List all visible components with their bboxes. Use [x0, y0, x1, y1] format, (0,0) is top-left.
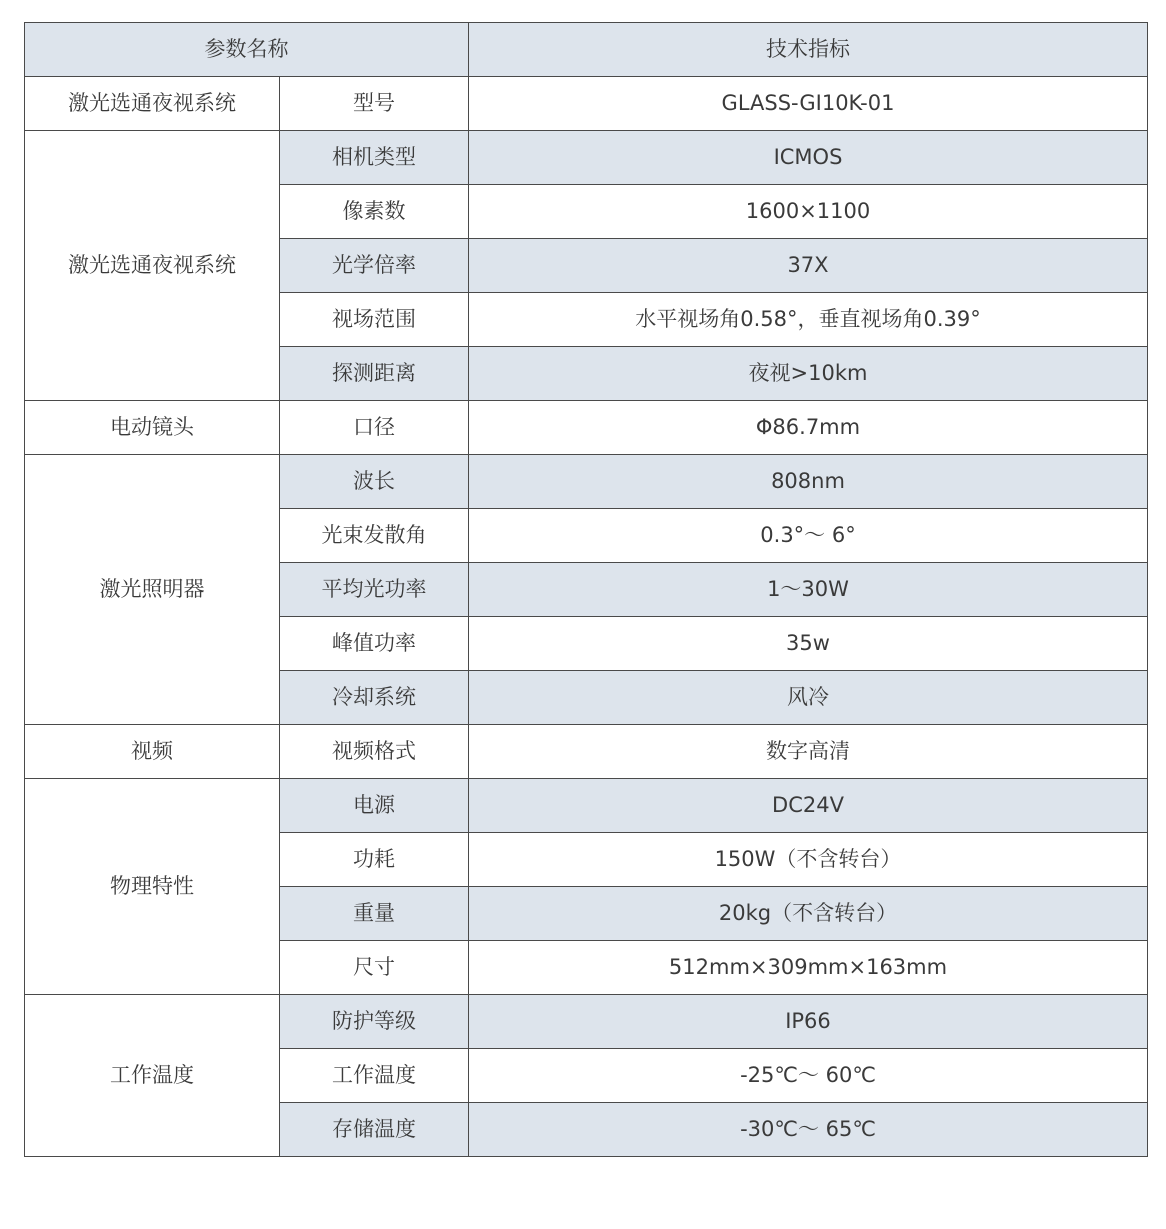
- param-name: 视场范围: [280, 293, 469, 347]
- group-label: 物理特性: [25, 779, 280, 995]
- param-name: 峰值功率: [280, 617, 469, 671]
- group-label: 激光选通夜视系统: [25, 77, 280, 131]
- param-name: 冷却系统: [280, 671, 469, 725]
- header-row: [25, 23, 1148, 77]
- table-row: [25, 455, 1148, 509]
- table-row: [25, 779, 1148, 833]
- param-value: 37X: [469, 239, 1148, 293]
- param-value: 0.3°～ 6°: [469, 509, 1148, 563]
- param-name: 重量: [280, 887, 469, 941]
- param-value: 20kg（不含转台）: [469, 887, 1148, 941]
- param-value: GLASS-GI10K-01: [469, 77, 1148, 131]
- param-value: ICMOS: [469, 131, 1148, 185]
- param-name: 防护等级: [280, 995, 469, 1049]
- param-name: 电源: [280, 779, 469, 833]
- group-label: 电动镜头: [25, 401, 280, 455]
- param-name: 相机类型: [280, 131, 469, 185]
- header-param-name: 参数名称: [25, 23, 469, 77]
- param-value: 数字高清: [469, 725, 1148, 779]
- param-name: 探测距离: [280, 347, 469, 401]
- param-value: 风冷: [469, 671, 1148, 725]
- group-label: 激光选通夜视系统: [25, 131, 280, 401]
- param-name: 视频格式: [280, 725, 469, 779]
- spec-table: [24, 22, 1148, 1157]
- table-row: [25, 725, 1148, 779]
- param-name: 波长: [280, 455, 469, 509]
- param-value: 808nm: [469, 455, 1148, 509]
- param-value: 水平视场角0.58°，垂直视场角0.39°: [469, 293, 1148, 347]
- table-row: [25, 995, 1148, 1049]
- param-name: 口径: [280, 401, 469, 455]
- param-value: 512mm×309mm×163mm: [469, 941, 1148, 995]
- param-value: -30℃～ 65℃: [469, 1103, 1148, 1157]
- param-value: 35w: [469, 617, 1148, 671]
- table-row: [25, 131, 1148, 185]
- param-name: 存储温度: [280, 1103, 469, 1157]
- param-name: 平均光功率: [280, 563, 469, 617]
- param-value: 150W（不含转台）: [469, 833, 1148, 887]
- param-name: 光束发散角: [280, 509, 469, 563]
- param-value: Φ86.7mm: [469, 401, 1148, 455]
- table-row: [25, 401, 1148, 455]
- table-row: [25, 77, 1148, 131]
- param-value: IP66: [469, 995, 1148, 1049]
- param-name: 尺寸: [280, 941, 469, 995]
- group-label: 工作温度: [25, 995, 280, 1157]
- param-value: 1600×1100: [469, 185, 1148, 239]
- param-value: 夜视>10km: [469, 347, 1148, 401]
- param-value: 1～30W: [469, 563, 1148, 617]
- param-value: -25℃～ 60℃: [469, 1049, 1148, 1103]
- param-name: 光学倍率: [280, 239, 469, 293]
- group-label: 激光照明器: [25, 455, 280, 725]
- param-value: DC24V: [469, 779, 1148, 833]
- param-name: 工作温度: [280, 1049, 469, 1103]
- header-spec: 技术指标: [469, 23, 1148, 77]
- param-name: 像素数: [280, 185, 469, 239]
- param-name: 型号: [280, 77, 469, 131]
- group-label: 视频: [25, 725, 280, 779]
- param-name: 功耗: [280, 833, 469, 887]
